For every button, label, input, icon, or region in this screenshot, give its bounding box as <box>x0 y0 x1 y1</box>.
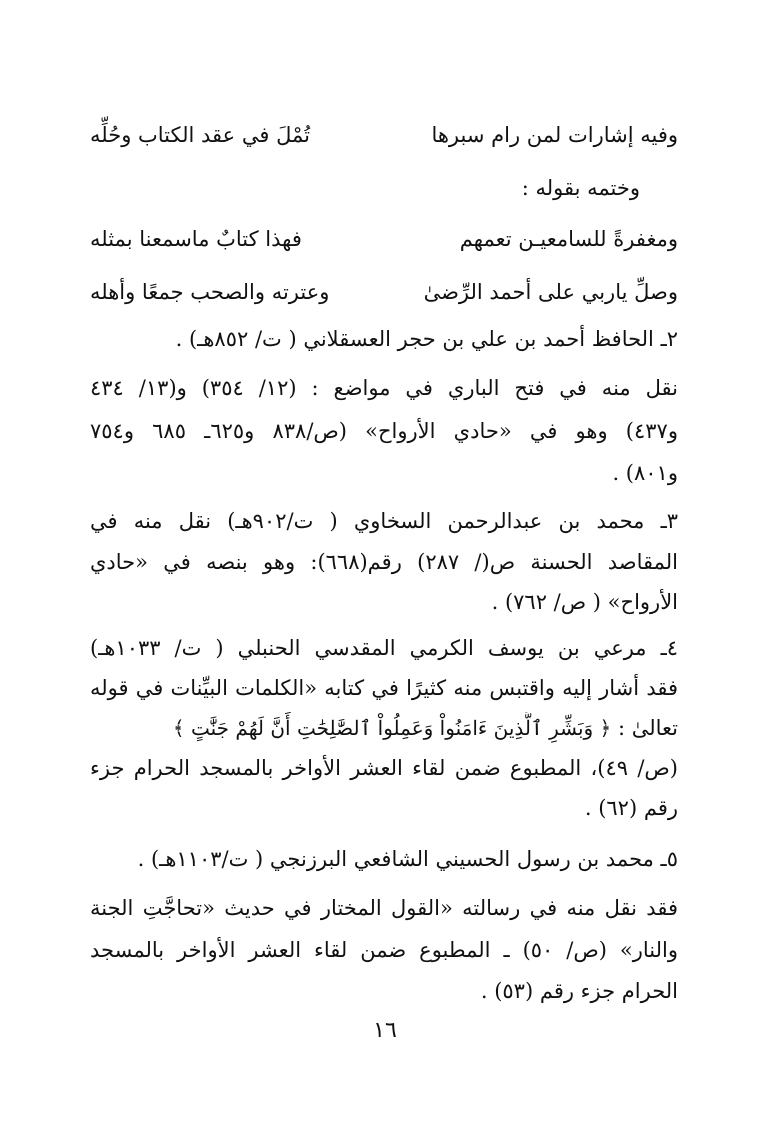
item-5-line: والنار» (ص/ ٥٠) ـ المطبوع ضمن لقاء العشر الأواخر بالمسجد <box>90 938 678 962</box>
item-4-line: فقد أشار إليه واقتبس منه كثيرًا في كتابه «الكلمات البيِّنات في قوله <box>90 676 678 700</box>
item-5-heading: ٥ـ محمد بن رسول الحسيني الشافعي البرزنجي ( ت/١١٠٣هـ) . <box>137 847 678 871</box>
item-4-quran-line <box>90 712 678 744</box>
verse-first-hemistich: وفيه إشارات لمن رام سبرها <box>431 123 678 147</box>
item-3-line: المقاصد الحسنة ص(/ ٢٨٧) رقم(٦٦٨): وهو بنصه في «حادي <box>90 550 678 574</box>
item-4-line: (ص/ ٤٩)، المطبوع ضمن لقاء العشر الأواخر بالمسجد الحرام جزء <box>90 756 678 780</box>
item-2-line: نقل منه في فتح الباري في مواضع : (١٢/ ٣٥٤) و(١٣/ ٤٣٤ <box>90 376 678 400</box>
poem-verse <box>90 275 678 309</box>
verse-first-hemistich: وصلِّ ياربي على أحمد الرِّضىٰ <box>423 280 678 304</box>
item-3-line: الأرواح» ( ص/ ٧٦٢) . <box>491 590 678 614</box>
verse-prefix: تعالىٰ : <box>617 716 678 740</box>
item-2-line: و٤٣٧) وهو في «حادي الأرواح» (ص/٨٣٨ و٦٢٥ـ ٦٨٥ و٧٥٤ <box>90 419 678 443</box>
verse-second-hemistich: فهذا كتابٌ ماسمعنا بمثله <box>90 227 302 251</box>
item-4-line: رقم (٦٢) . <box>584 796 678 820</box>
verse-first-hemistich: ومغفرةً للسامعيـن تعمهم <box>459 227 678 251</box>
verse-second-hemistich: تُمْلَ في عقد الكتاب وحُلِّه <box>90 123 310 147</box>
item-5-line: الحرام جزء رقم (٥٣) . <box>480 979 678 1003</box>
verse-second-hemistich: وعترته والصحب جمعًا وأهله <box>90 280 330 304</box>
quran-quote: ﴿ وَبَشِّرِ ٱلَّذِينَ ءَامَنُواْ وَعَمِلُواْ ٱلصَّٰلِحَٰتِ أَنَّ لَهُمْ جَنَّٰتٍ ﴾ <box>172 716 612 740</box>
item-2-heading: ٢ـ الحافظ أحمد بن علي بن حجر العسقلاني ( ت/ ٨٥٢هـ) . <box>175 327 678 351</box>
page-number: ١٦ <box>373 1018 397 1043</box>
item-3-line: ٣ـ محمد بن عبدالرحمن السخاوي ( ت/٩٠٢هـ) نقل منه في <box>90 509 678 533</box>
poem-verse <box>90 222 678 256</box>
item-5-line: فقد نقل منه في رسالته «القول المختار في حديث «تحاجَّتِ الجنة <box>90 896 678 920</box>
item-2-line: و٨٠١) . <box>612 461 678 485</box>
poem-verse <box>90 118 678 152</box>
item-4-line: ٤ـ مرعي بن يوسف الكرمي المقدسي الحنبلي ( ت/ ١٠٣٣هـ) <box>90 636 678 660</box>
closing-intro: وختمه بقوله : <box>521 176 640 200</box>
